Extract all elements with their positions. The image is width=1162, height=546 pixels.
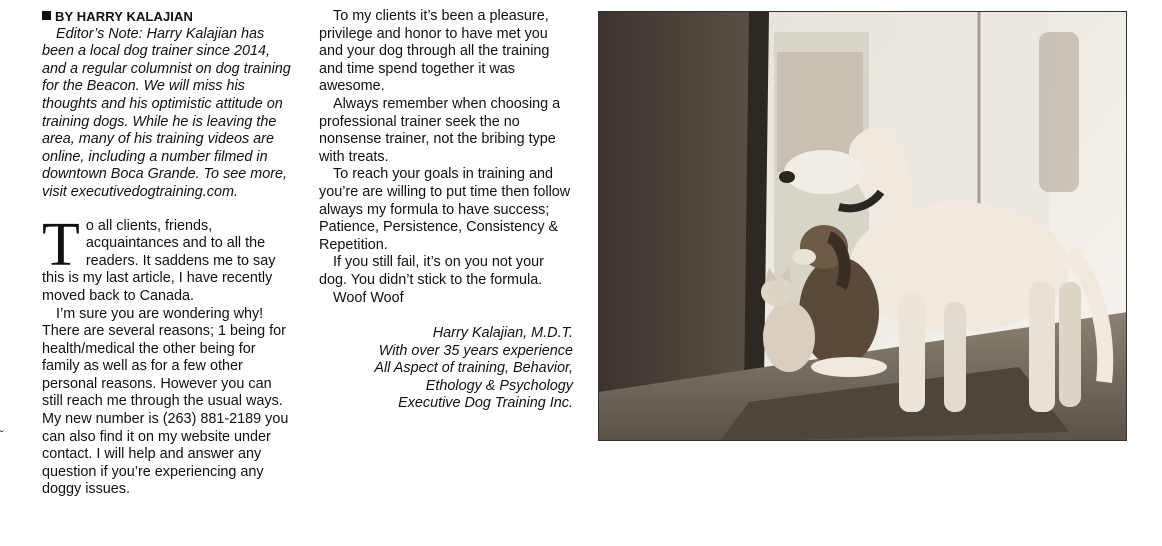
signature-block [319, 325, 573, 413]
article-column-left [42, 8, 292, 499]
paragraph-5: To reach your goals in training and you’re are willing to put time then follow always my formula to have success; Patience, Persistence, Consistency & Repetition. [319, 166, 571, 253]
paragraph-1: To all clients, friends, acquaintances and to all the readers. It saddens me to say this is my last article, I have recently moved back to Canada. [42, 210, 276, 304]
signature-line-4: Ethology & Psychology [425, 377, 573, 394]
paragraph-3: To my clients it’s been a pleasure, privilege and honor to have met you and your dog through all the training and time spend together it was awesome. [319, 8, 550, 95]
drop-cap: T [42, 210, 80, 279]
editors-note: Editor’s Note: Harry Kalajian has been a local dog trainer since 2014, and a regular columnist on dog training for the Beacon. We will miss his thoughts and his optimistic attitude on training dogs. While he is leaving the area, many of his training videos are online, including a number filmed in downtown Boca Grande. To see more, visit executivedogtraining.com. [42, 25, 291, 200]
byline: BY HARRY KALAJIAN [42, 8, 292, 26]
paragraph-7: Woof Woof [333, 289, 404, 306]
signature-line-2: With over 35 years experience [378, 342, 573, 359]
signature-name: Harry Kalajian, M.D.T. [432, 325, 573, 342]
byline-square-icon [42, 11, 51, 20]
photo-illustration [599, 12, 1127, 441]
article-column-middle [319, 8, 573, 413]
paragraph-6: If you still fail, it’s on you not your dog. You didn’t stick to the formula. [319, 254, 544, 288]
paragraph-2: I’m sure you are wondering why! There are several reasons; 1 being for health/medical the other being for family as well as for a few other personal reasons. However you can still reach me through the usual ways. My new number is (263) 881-2189 you can also find it on my website under contact. I will help and answer any question if you’re experiencing any doggy issues. [42, 305, 289, 498]
dogs-and-cat-photo [598, 11, 1127, 441]
page-edge-mark: ˘ [0, 428, 4, 442]
paragraph-4: Always remember when choosing a professional trainer seek the no nonsense trainer, not the bribing type with treats. [319, 95, 561, 165]
signature-line-5: Executive Dog Training Inc. [398, 395, 573, 412]
signature-line-3: All Aspect of training, Behavior, [374, 360, 573, 377]
